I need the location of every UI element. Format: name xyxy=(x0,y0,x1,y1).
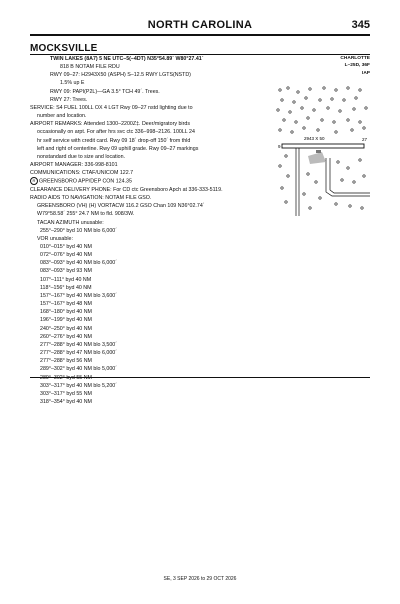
vor-label: VOR unusable: xyxy=(37,235,73,242)
airport-diagram xyxy=(274,84,370,216)
tree-icon xyxy=(307,117,309,119)
vor-item: 118°–156° byd 40 NM xyxy=(40,284,92,291)
tree-icon xyxy=(297,91,299,93)
tree-icon xyxy=(281,187,283,189)
tree-icon xyxy=(321,119,323,121)
chart-ref-enroute: L–25D, 36F xyxy=(344,63,370,69)
chart-ref-iap: IAP xyxy=(362,70,370,76)
city-name: MOCKSVILLE xyxy=(30,43,98,54)
tree-icon xyxy=(335,131,337,133)
airport-elevation-line: 818 B NOTAM FILE RDU xyxy=(60,64,120,71)
remarks-line-5: nonstandard due to size and location. xyxy=(37,153,126,160)
tree-icon xyxy=(341,179,343,181)
vor-item: 072°–076° byd 40 NM xyxy=(40,252,92,259)
tree-icon xyxy=(333,121,335,123)
tree-icon xyxy=(303,127,305,129)
remarks-line-4: left and right of centerline. Rwy 09 uphill grade. Rwy 09–27 markings xyxy=(37,145,199,152)
tree-icon xyxy=(319,197,321,199)
tree-icon xyxy=(323,87,325,89)
page-header xyxy=(0,0,400,36)
vor-item: 240°–250° byd 40 NM xyxy=(40,325,92,332)
radar-symbol: R xyxy=(30,177,38,185)
tree-icon xyxy=(295,121,297,123)
tree-icon xyxy=(289,111,291,113)
tree-icon xyxy=(339,110,341,112)
runway-dimensions: 2943 X 50 xyxy=(304,136,325,141)
apron xyxy=(308,152,326,164)
vor-item: 318°–354° byd 40 NM xyxy=(40,398,92,405)
tree-icon xyxy=(315,181,317,183)
tree-icon xyxy=(343,99,345,101)
tree-icon xyxy=(365,107,367,109)
tree-icon xyxy=(337,161,339,163)
header-divider xyxy=(30,34,370,36)
tree-icon xyxy=(347,119,349,121)
tree-icon xyxy=(359,159,361,161)
tree-icon xyxy=(363,175,365,177)
footer-divider xyxy=(30,377,370,378)
vor-item: 157°–167° byd 40 NM blo 3,600´ xyxy=(40,292,117,299)
tree-icon xyxy=(361,207,363,209)
vor-item: 083°–093° byd 93 NM xyxy=(40,268,92,275)
tree-icon xyxy=(305,97,307,99)
page-number: 345 xyxy=(351,19,370,31)
tree-icon xyxy=(291,131,293,133)
runway-27-line: RWY 27: Trees. xyxy=(50,96,88,103)
vor-item: 107°–111° byd 40 NM xyxy=(40,276,92,283)
tree-icon xyxy=(307,173,309,175)
tree-icon xyxy=(301,107,303,109)
tree-icon xyxy=(313,109,315,111)
building xyxy=(316,150,321,153)
vor-item: 289°–302° byd 40 NM blo 5,000´ xyxy=(40,366,117,373)
airport-name-line: TWIN LAKES (8A7) 5 NE UTC–5(–4DT) N35°54.89´ W80°27.41´ xyxy=(50,56,204,62)
approach-text: GREENSBORO APP/DEP CON 124.35 xyxy=(39,178,132,185)
runway-09-line: RWY 09: PAPI(P2L)—GA 3.5° TCH 49´. Trees. xyxy=(50,88,160,95)
radio-aids-line: RADIO AIDS TO NAVIGATION: NOTAM FILE GSO. xyxy=(30,195,152,202)
vor-item: 196°–199° byd 40 NM xyxy=(40,317,92,324)
tree-icon xyxy=(277,109,279,111)
approach-line xyxy=(30,177,275,186)
vor-item: 277°–288° byd 56 NM xyxy=(40,358,92,365)
tree-icon xyxy=(347,87,349,89)
tree-icon xyxy=(335,89,337,91)
vor-item: 010°–015° byd 40 NM xyxy=(40,244,92,250)
tree-icon xyxy=(309,207,311,209)
tree-icon xyxy=(309,88,311,90)
tree-icon xyxy=(283,119,285,121)
runway-grade: 1.5% up E xyxy=(60,80,85,87)
tacan-item: 255°–290° byd 10 NM blo 6,000´ xyxy=(40,227,117,234)
tree-icon xyxy=(287,87,289,89)
chart-ref-sectional: CHARLOTTE xyxy=(340,56,370,61)
tree-icon xyxy=(347,167,349,169)
tree-icon xyxy=(359,89,361,91)
tree-icon xyxy=(327,107,329,109)
tree-icon xyxy=(285,155,287,157)
tree-icon xyxy=(349,205,351,207)
tree-icon xyxy=(319,99,321,101)
remarks-line-3: hr self service with credit card. Rwy 09 18´ drop-off 150´ from thld xyxy=(37,137,191,144)
vor-item: 260°–276° byd 40 NM xyxy=(40,333,92,340)
clearance-line: CLEARANCE DELIVERY PHONE: For CD ctc Greensboro Apch at 336-333-5119. xyxy=(30,186,223,193)
vor-item: 289°–302° byd 55 NM xyxy=(40,374,92,381)
tree-icon xyxy=(303,193,305,195)
runway-09-27 xyxy=(282,144,364,148)
airport-entry xyxy=(30,55,275,406)
vor-item: 277°–288° byd 40 NM blo 3,500´ xyxy=(40,341,117,348)
communications-line: COMMUNICATIONS: CTAF/UNICOM 122.7 xyxy=(30,170,134,177)
tree-icon xyxy=(317,129,319,131)
runway-end-27: 27 xyxy=(362,137,368,142)
tree-icon xyxy=(279,165,281,167)
vortac-line-2: W79°58.58´ 255° 24.7 NM to fld. 908/3W. xyxy=(37,211,135,218)
tree-icon xyxy=(287,175,289,177)
tree-icon xyxy=(279,89,281,91)
vor-item: 157°–167° byd 48 NM xyxy=(40,301,92,308)
tree-icon xyxy=(363,127,365,129)
manager-line: AIRPORT MANAGER: 336-998-8101 xyxy=(30,162,118,169)
vor-list xyxy=(30,243,275,406)
vor-item: 277°–288° byd 47 NM blo 6,000´ xyxy=(40,350,117,357)
remarks-line-1: AIRPORT REMARKS: Attended 1300–2200Z‡. Deer/migratory birds xyxy=(30,121,190,128)
tree-icon xyxy=(279,129,281,131)
tree-icon xyxy=(285,201,287,203)
vortac-line-1: GREENSBORO (VH) (H) VORTACW 116.2 GSO Chan 109 N36°02.74´ xyxy=(37,203,205,210)
tree-icon xyxy=(353,181,355,183)
vor-item: 083°–093° byd 40 NM blo 6,000´ xyxy=(40,260,117,267)
runway-line: RWY 09–27: H2943X50 (ASPH) S–12.5 RWY LGTS(NSTD) xyxy=(50,72,191,79)
road-right-2 xyxy=(330,158,370,193)
vor-item: 303°–317° byd 55 NM xyxy=(40,390,92,397)
runway-end-09: 9 xyxy=(278,144,281,149)
tree-icon xyxy=(331,98,333,100)
tree-icon xyxy=(351,129,353,131)
remarks-line-2: occasionally on arpt. For after hrs svc ctc 336–998–2126. 100LL 24 xyxy=(37,129,195,136)
tree-icon xyxy=(359,121,361,123)
tree-icon xyxy=(293,101,295,103)
tacan-label: TACAN AZIMUTH unusable: xyxy=(37,219,104,226)
tree-icon xyxy=(335,203,337,205)
service-line-2: number and location. xyxy=(37,113,87,120)
tree-icon xyxy=(353,108,355,110)
service-line: SERVICE: S4 FUEL 100LL OX 4 LGT Rwy 09–27 nstd lighting due to xyxy=(30,104,193,111)
tree-icon xyxy=(281,99,283,101)
tree-icon xyxy=(355,97,357,99)
state-title: NORTH CAROLINA xyxy=(147,19,253,31)
chart-references xyxy=(310,55,370,77)
vor-item: 303°–317° byd 40 NM blo 5,200´ xyxy=(40,382,117,389)
vor-item: 168°–180° byd 40 NM xyxy=(40,309,92,316)
validity-footer: SE, 3 SEP 2026 to 29 OCT 2026 xyxy=(163,576,237,582)
